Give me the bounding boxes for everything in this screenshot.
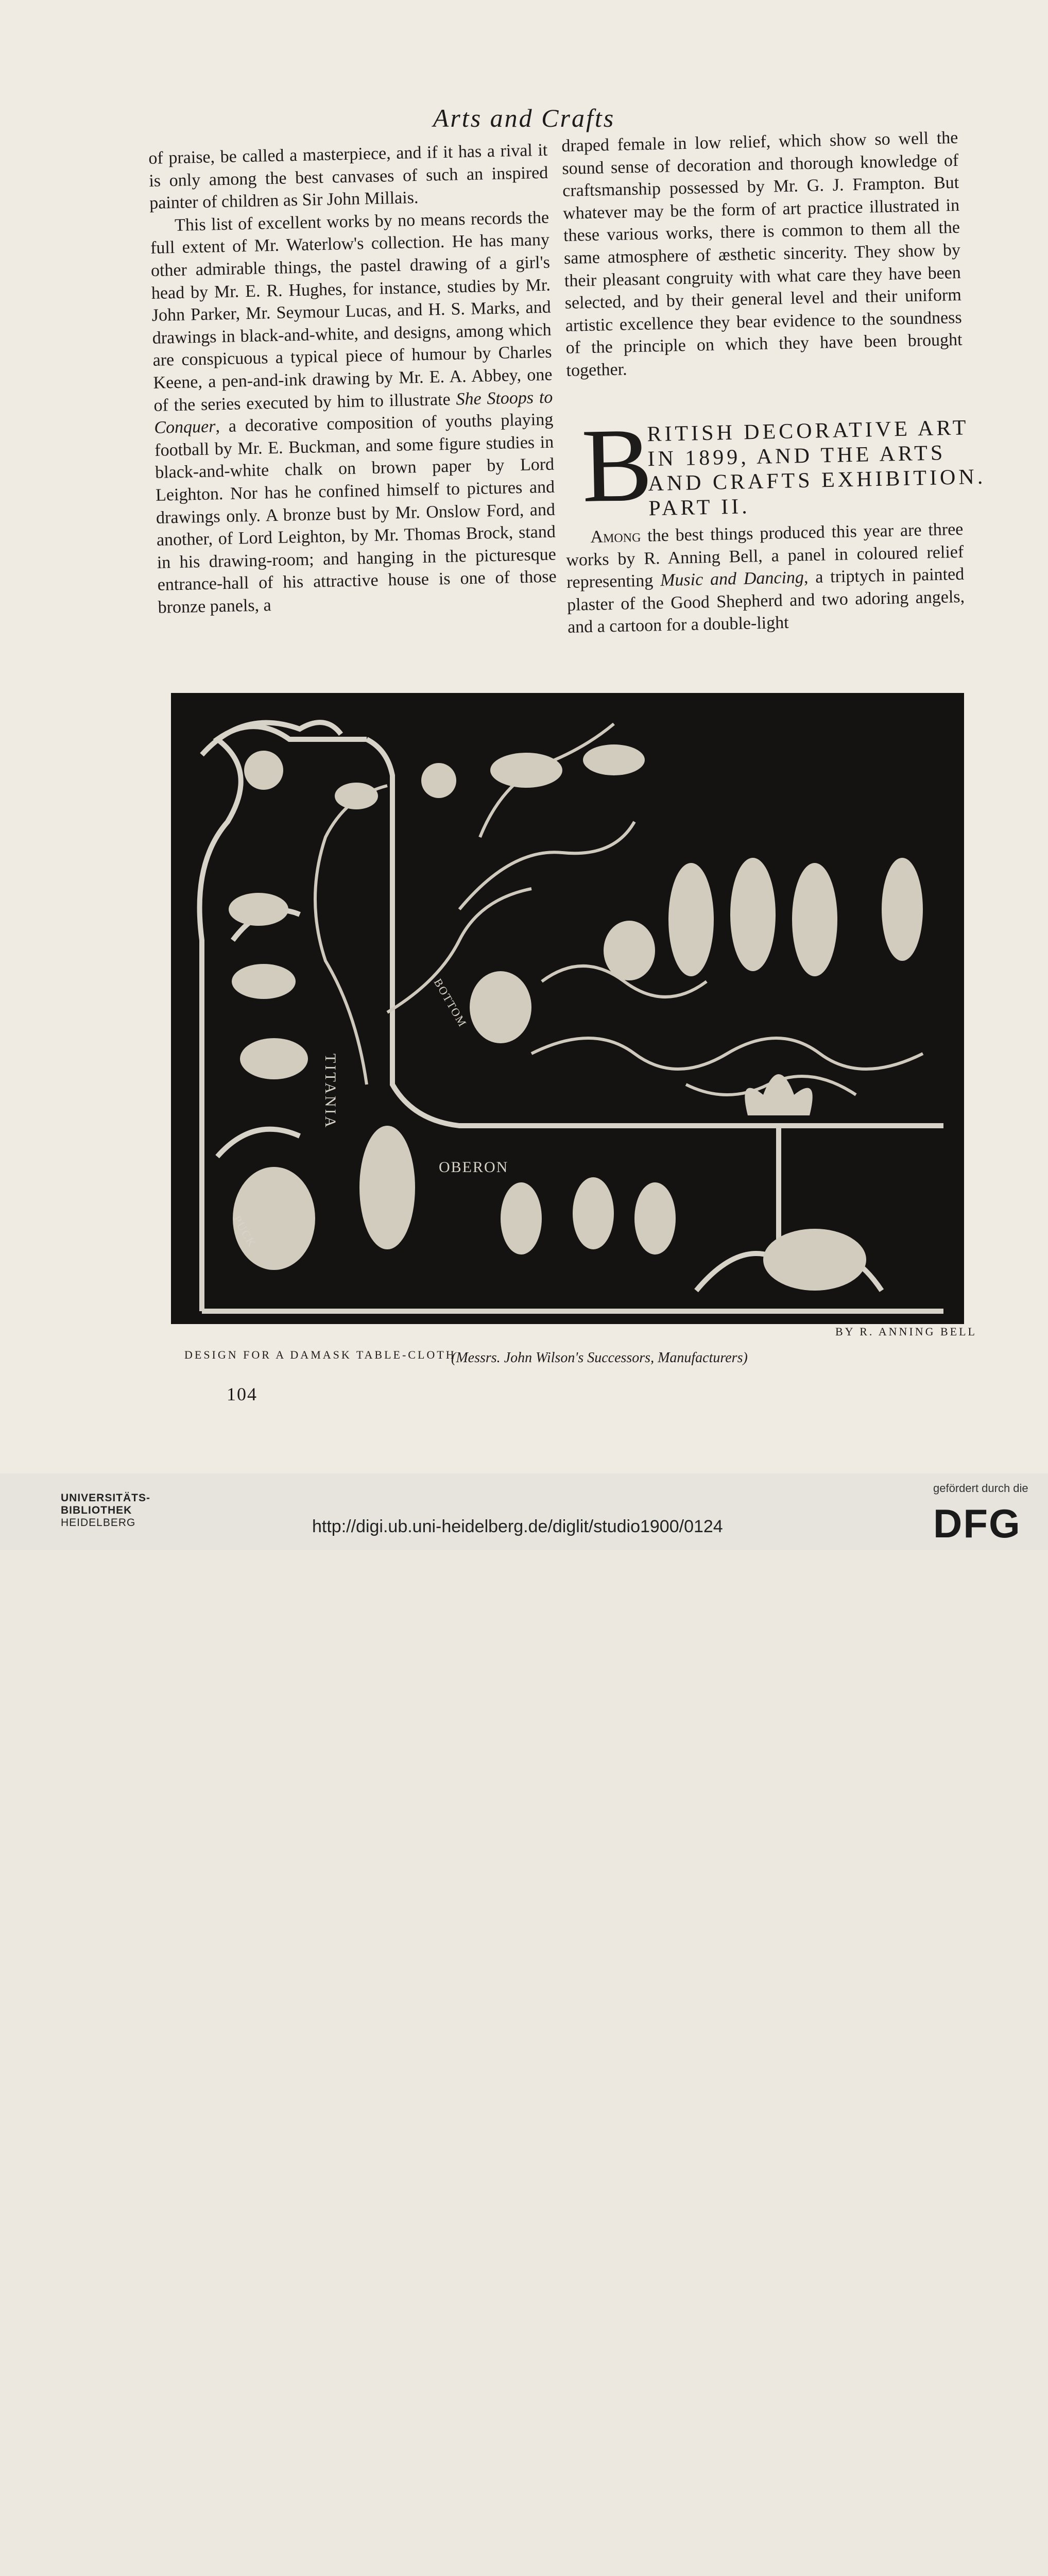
flower-cluster xyxy=(244,751,283,790)
left-text-column xyxy=(148,139,557,619)
paragraph xyxy=(565,518,965,639)
elf-figure xyxy=(573,1177,614,1249)
fairy-figure xyxy=(490,753,562,788)
library-name-line: BIBLIOTHEK xyxy=(61,1504,132,1516)
library-name-line: HEIDELBERG xyxy=(61,1517,136,1529)
fairy-figure xyxy=(229,893,288,926)
library-name-line: UNIVERSITÄTS- xyxy=(61,1492,151,1504)
book-title: She Stoops to Conquer xyxy=(154,387,553,438)
text-run: This list of excellent works by no means records the full extent of Mr. Waterlow's collection. He has many other admirable things, the pastel drawing of a girl's head by Mr. E. R. Hughes, for instance, studies by Mr. John Parker, Mr. Seymour Lucas, and H. S. Marks, and drawings in black-and-white, and designs, among which are conspicuous a typical piece of humour by Charles Keene, a pen-and-ink drawing by Mr. E. A. Abbey, one of the series executed by him to illustrate xyxy=(150,208,553,415)
manufacturer-credit: (Messrs. John Wilson's Successors, Manufacturers) xyxy=(451,1350,748,1366)
flower-cluster xyxy=(421,763,456,798)
label-bottom: BOTTOM xyxy=(431,976,470,1029)
fairy-figure xyxy=(583,744,645,775)
titania-figure xyxy=(240,1038,308,1079)
dancing-fairy xyxy=(792,863,837,976)
funding-note: gefördert durch die xyxy=(933,1482,1028,1495)
bottom-figure xyxy=(470,971,531,1043)
text-run: , a decorative composition of youths playing football by Mr. E. Buckman, and some figure studies in black-and-white chalk on brown paper by Lord Leighton. Nor has he confined himself to pictures and drawings only. A bronze bust by Mr. Onslow Ford, and another, of Lord Leighton, by Mr. Thomas Brock, stand in his drawing-room; and hanging in the picturesque entrance-hall of his attractive house is one of those bronze panels, a xyxy=(154,410,557,617)
right-text-column xyxy=(561,127,963,382)
dfg-logo: DFG xyxy=(933,1501,1021,1546)
section-body xyxy=(565,518,965,639)
leaf-ornament xyxy=(335,783,378,809)
acanthus-leaf xyxy=(745,1074,812,1115)
oberon-figure xyxy=(359,1126,415,1249)
heading-line: RITISH DECORATIVE ART xyxy=(646,416,969,447)
digitization-footer xyxy=(0,1473,1048,1550)
figure-attribution: BY R. ANNING BELL xyxy=(835,1325,977,1338)
dancing-fairy xyxy=(668,863,714,976)
label-titania: TITANIA xyxy=(322,1054,339,1130)
section-heading xyxy=(580,406,986,524)
damask-tablecloth-illustration xyxy=(171,693,964,1324)
drop-cap: B xyxy=(580,406,654,524)
label-oberon: OBERON xyxy=(439,1159,509,1176)
paragraph: of praise, be called a masterpiece, and if it has a rival it is only among the best canvases of such an inspired painter of children as Sir John Millais. xyxy=(148,140,548,213)
running-header: Arts and Crafts xyxy=(433,104,615,132)
figure-caption: DESIGN FOR A DAMASK TABLE-CLOTH xyxy=(184,1348,456,1361)
paragraph: draped female in low relief, which show so well the sound sense of decoration and thorough knowledge of craftsmanship possessed by Mr. G. J. Frampton. But whatever may be the form of art practice illustrated in these various works, there is common to them all the same atmosphere of æsthetic sincerity. They show by their pleasant congruity with what care they have been selected, and by their general level and their uniform artistic excellence they bear evidence to the soundness of the principle on which they have been brought together. xyxy=(561,128,963,380)
fairy-figure xyxy=(232,964,296,999)
work-title: Music and Dancing xyxy=(660,568,804,590)
ornament-drawing xyxy=(171,693,964,1324)
paragraph xyxy=(150,207,557,619)
label-puck: PUCK xyxy=(230,1213,259,1250)
heading-line: IN 1899, AND THE ARTS xyxy=(647,441,946,471)
angel-figure xyxy=(604,921,655,980)
heading-line: PART II. xyxy=(648,495,751,521)
elf-figure xyxy=(501,1182,542,1255)
lead-word: Among xyxy=(590,526,641,547)
heading-line: AND CRAFTS EXHIBITION. xyxy=(648,465,986,496)
dancing-fairy xyxy=(730,858,776,971)
text-run: the best things produced this year are three works by R. Anning Bell, a panel in coloured relief representing xyxy=(565,519,964,592)
dancing-fairy xyxy=(882,858,923,961)
musician-fairies xyxy=(763,1229,866,1291)
elf-figure xyxy=(634,1182,676,1255)
permalink-url[interactable]: http://digi.ub.uni-heidelberg.de/diglit/studio1900/0124 xyxy=(312,1517,723,1536)
page-number: 104 xyxy=(227,1384,257,1404)
text-run: , a triptych in painted plaster of the Good Shepherd and two adoring angels, and a cartoon for a double-light xyxy=(566,565,965,637)
